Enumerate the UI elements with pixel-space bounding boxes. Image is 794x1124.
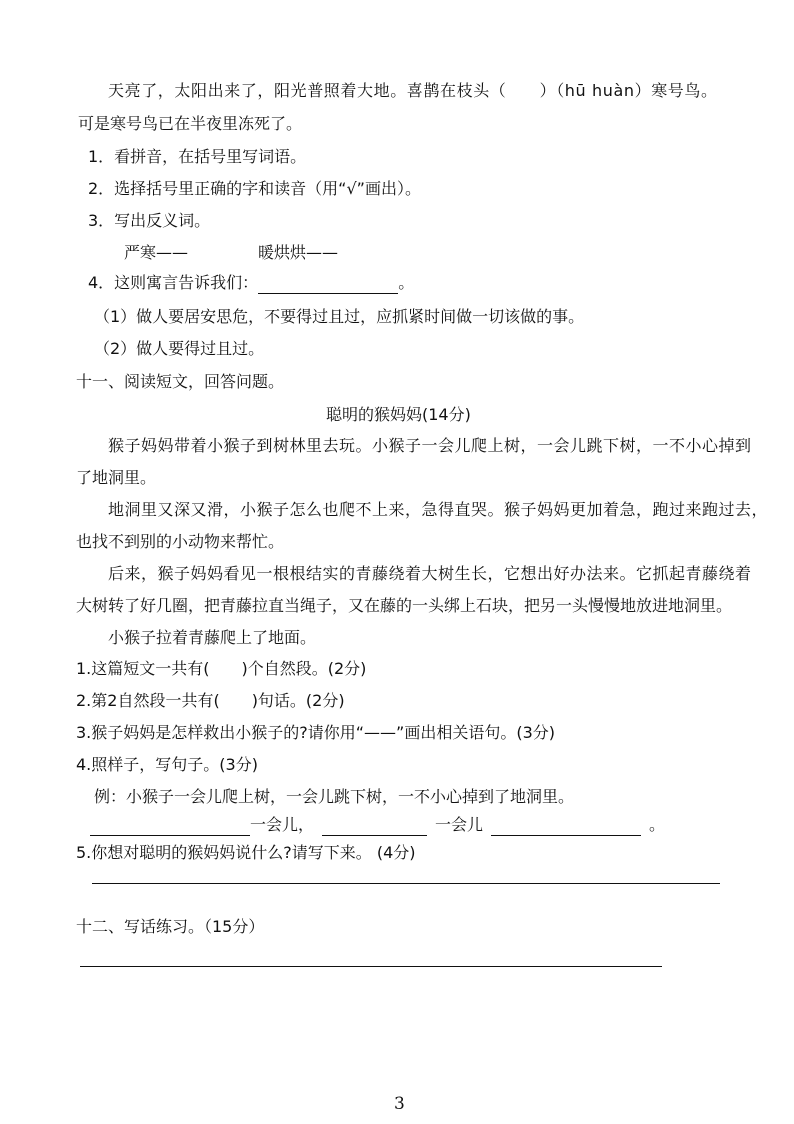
reading-question-1: 1.这篇短文一共有( )个自然段。(2分) [76, 659, 367, 678]
fill-blank-2[interactable] [322, 817, 427, 836]
question-4-moral [88, 272, 414, 294]
fill-end: 。 [649, 815, 666, 834]
example-sentence: 例：小猴子一会儿爬上树，一会儿跳下树，一不小心掉到了地洞里。 [94, 787, 575, 806]
story-line-1: 天亮了，太阳出来了，阳光普照着大地。喜鹊在枝头（ ）（hū huàn）寒号鸟。 [108, 81, 718, 100]
passage-p1-line1: 猴子妈妈带着小猴子到树林里去玩。小猴子一会儿爬上树，一会儿跳下树，一不小心掉到 [108, 436, 752, 455]
moral-option-2: （2）做人要得过且过。 [94, 339, 265, 358]
section-12-heading: 十二、写话练习。（15分） [76, 917, 265, 936]
fill-word-2: 一会儿 [435, 815, 484, 834]
fill-blank-3[interactable] [491, 817, 641, 836]
reading-question-4: 4.照样子，写句子。(3分) [76, 755, 258, 774]
reading-question-5: 5.你想对聪明的猴妈妈说什么?请写下来。 (4分) [76, 843, 416, 862]
question-2-choose: 2．选择括号里正确的字和读音（用“√”画出）。 [88, 179, 421, 198]
question-1-pinyin: 1．看拼音，在括号里写词语。 [88, 147, 307, 166]
antonym-severe-cold: 严寒—— [124, 243, 189, 262]
passage-p3-line1: 后来，猴子妈妈看见一根根结实的青藤绕着大树生长，它想出好办法来。它抓起青藤绕着 [108, 564, 752, 583]
moral-answer-blank[interactable] [258, 275, 398, 294]
question-4-label: 4．这则寓言告诉我们： [88, 273, 259, 292]
page-number: 3 [394, 1094, 405, 1114]
passage-title: 聪明的猴妈妈(14分) [326, 405, 471, 424]
reading-question-2: 2.第2自然段一共有( )句话。(2分) [76, 691, 345, 710]
fill-blank-1[interactable] [90, 817, 250, 836]
moral-option-1: （1）做人要居安思危，不要得过且过，应抓紧时间做一切该做的事。 [94, 307, 585, 326]
question-4-end: 。 [398, 273, 415, 292]
story-line-2: 可是寒号鸟已在半夜里冻死了。 [78, 114, 303, 133]
section-11-heading: 十一、阅读短文，回答问题。 [76, 372, 285, 391]
passage-p1-line2: 了地洞里。 [76, 468, 157, 487]
passage-p2-line1: 地洞里又深又滑，小猴子怎么也爬不上来，急得直哭。猴子妈妈更加着急，跑过来跑过去， [108, 500, 769, 519]
reading-question-3: 3.猴子妈妈是怎样救出小猴子的?请你用“——”画出相关语句。(3分) [76, 723, 556, 742]
fill-word-1: 一会儿， [250, 815, 315, 834]
q5-answer-line[interactable] [92, 883, 720, 884]
writing-answer-line[interactable] [80, 966, 662, 967]
sentence-fill-row [90, 814, 665, 836]
passage-p3-line2: 大树转了好几圈，把青藤拉直当绳子，又在藤的一头绑上石块，把另一头慢慢地放进地洞里。 [76, 596, 733, 615]
passage-p2-line2: 也找不到别的小动物来帮忙。 [76, 532, 285, 551]
question-3-antonyms: 3．写出反义词。 [88, 211, 211, 230]
antonym-warm: 暖烘烘—— [258, 243, 339, 262]
passage-p4: 小猴子拉着青藤爬上了地面。 [108, 628, 317, 647]
